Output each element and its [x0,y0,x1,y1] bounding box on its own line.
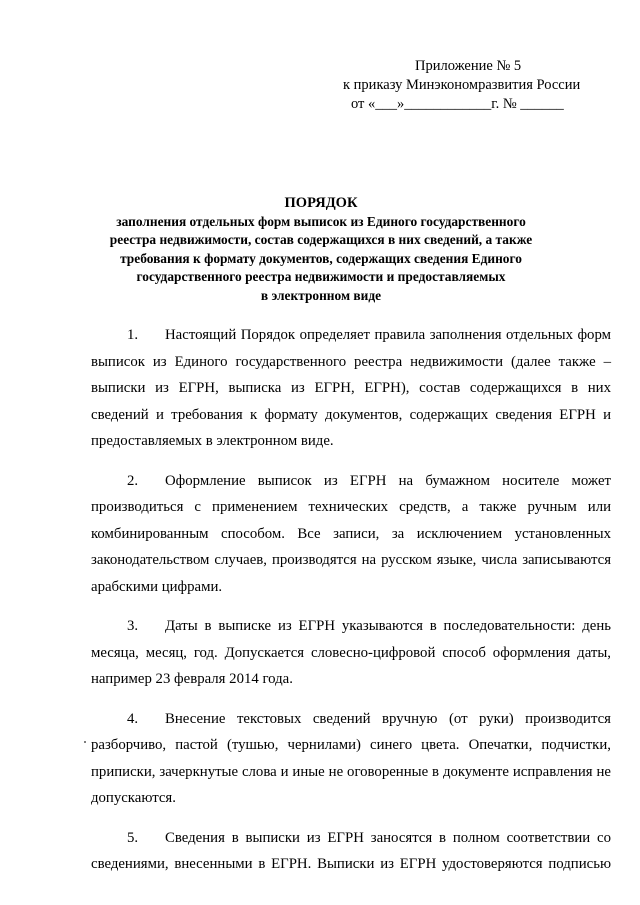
title-line: в электронном виде [260,287,382,303]
paragraph-text: Оформление выписок из ЕГРН на бумажном носителе может производиться с применением технических средств, а также ручным или комбинированным способом. Все записи, за исключением установленных законодательством случаев, производятся на русском языке, числа записываются арабскими цифрами. [91,472,611,595]
paragraph-number: 3. [127,618,139,634]
paragraph-3 [91,613,611,693]
appendix-number: Приложение № 5 [415,58,522,74]
title-line: требования к формату документов, содержащих сведения Единого [120,250,522,266]
document-body [91,322,611,891]
title-line: государственного реестра недвижимости и предоставляемых [136,269,506,284]
paragraph-2 [91,468,611,601]
paragraph-number: 4. [127,710,139,727]
appendix-order-ref: к приказу Минэкономразвития России [343,77,581,93]
paragraph-number: 2. [127,472,139,489]
paragraph-text: Даты в выписке из ЕГРН указываются в последовательности: день месяца, месяц, год. Допускается словесно-цифровой способ оформления даты, например 23 февраля 2014 года. [91,618,611,687]
paragraph-number: 5. [127,829,139,846]
appendix-header [343,57,613,114]
paragraph-text: Настоящий Порядок определяет правила заполнения отдельных форм выписок из Единого государственного реестра недвижимости (далее также – выписки из ЕГРН, выписка из ЕГРН, ЕГРН), состав содержащихся в них сведений и требования к формату документов, содержащих сведения ЕГРН и предоставляемых в электронном виде. [91,327,611,449]
paragraph-1 [91,322,611,455]
title-line: заполнения отдельных форм выписок из Единого государственного [116,213,526,229]
scan-speck [84,741,86,743]
paragraph-5 [91,825,611,878]
paragraph-4 [91,706,611,812]
paragraph-text: Внесение текстовых сведений вручную (от руки) производится разборчиво, пастой (тушью, чернилами) синего цвета. Опечатки, подчистки, приписки, зачеркнутые слова и иные не оговоренные в документе исправления не допускаются. [91,710,611,806]
paragraph-text: Сведения в выписки из ЕГРН заносятся в полном соответствии со сведениями, внесенными в ЕГРН. Выписки из ЕГРН удостоверяются подписью [91,829,611,872]
paragraph-number: 1. [127,327,139,343]
title-line: реестра недвижимости, состав содержащихся в них сведений, а также [109,232,533,247]
appendix-date-number: от «___»____________г. № ______ [351,96,564,112]
title-heading: ПОРЯДОК [284,195,358,211]
document-title [92,194,550,305]
